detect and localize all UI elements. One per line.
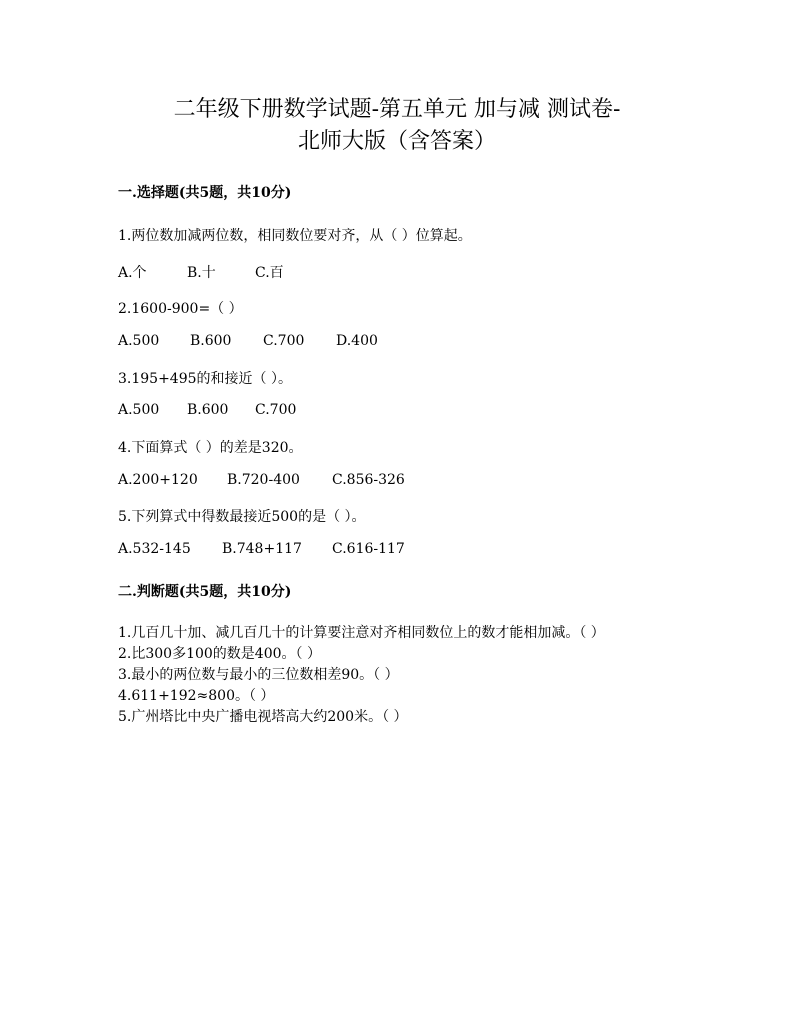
option: B.600 bbox=[190, 333, 232, 349]
option: C.616-117 bbox=[332, 541, 405, 557]
section-heading-judgement: 二.判断题(共5题，共10分) bbox=[118, 584, 292, 600]
judgement-item-1: 1.几百几十加、减几百几十的计算要注意对齐相同数位上的数才能相加减。（ ） bbox=[118, 625, 605, 641]
question-5: 5.下列算式中得数最接近500的是（ ）。 bbox=[118, 509, 366, 525]
option: A.532-145 bbox=[118, 541, 191, 557]
question-1: 1.两位数加减两位数，相同数位要对齐，从（ ）位算起。 bbox=[118, 228, 472, 244]
question-4: 4.下面算式（ ）的差是320。 bbox=[118, 440, 303, 456]
option: A.个 bbox=[118, 265, 147, 281]
option: B.600 bbox=[187, 402, 229, 418]
option: B.748+117 bbox=[222, 541, 302, 557]
option: A.500 bbox=[118, 402, 160, 418]
judgement-item-2: 2.比300多100的数是400。（ ） bbox=[118, 646, 321, 662]
option: A.200+120 bbox=[118, 472, 198, 488]
option: D.400 bbox=[336, 333, 378, 349]
option: C.700 bbox=[263, 333, 305, 349]
question-2: 2.1600-900=（ ） bbox=[118, 301, 243, 317]
option: B.720-400 bbox=[227, 472, 300, 488]
option: B.十 bbox=[187, 265, 216, 281]
judgement-item-5: 5.广州塔比中央广播电视塔高大约200米。（ ） bbox=[118, 709, 408, 725]
option: C.700 bbox=[255, 402, 297, 418]
title-line-2: 北师大版（含答案） bbox=[297, 129, 496, 154]
judgement-item-4: 4.611+192≈800。（ ） bbox=[118, 688, 275, 704]
section-heading-choice: 一.选择题(共5题，共10分) bbox=[118, 185, 292, 201]
question-3: 3.195+495的和接近（ ）。 bbox=[118, 371, 292, 387]
title-line-1: 二年级下册数学试题-第五单元 加与减 测试卷- bbox=[173, 97, 621, 122]
option: C.百 bbox=[255, 265, 284, 281]
judgement-item-3: 3.最小的两位数与最小的三位数相差90。（ ） bbox=[118, 667, 399, 683]
option: C.856-326 bbox=[332, 472, 405, 488]
option: A.500 bbox=[118, 333, 160, 349]
